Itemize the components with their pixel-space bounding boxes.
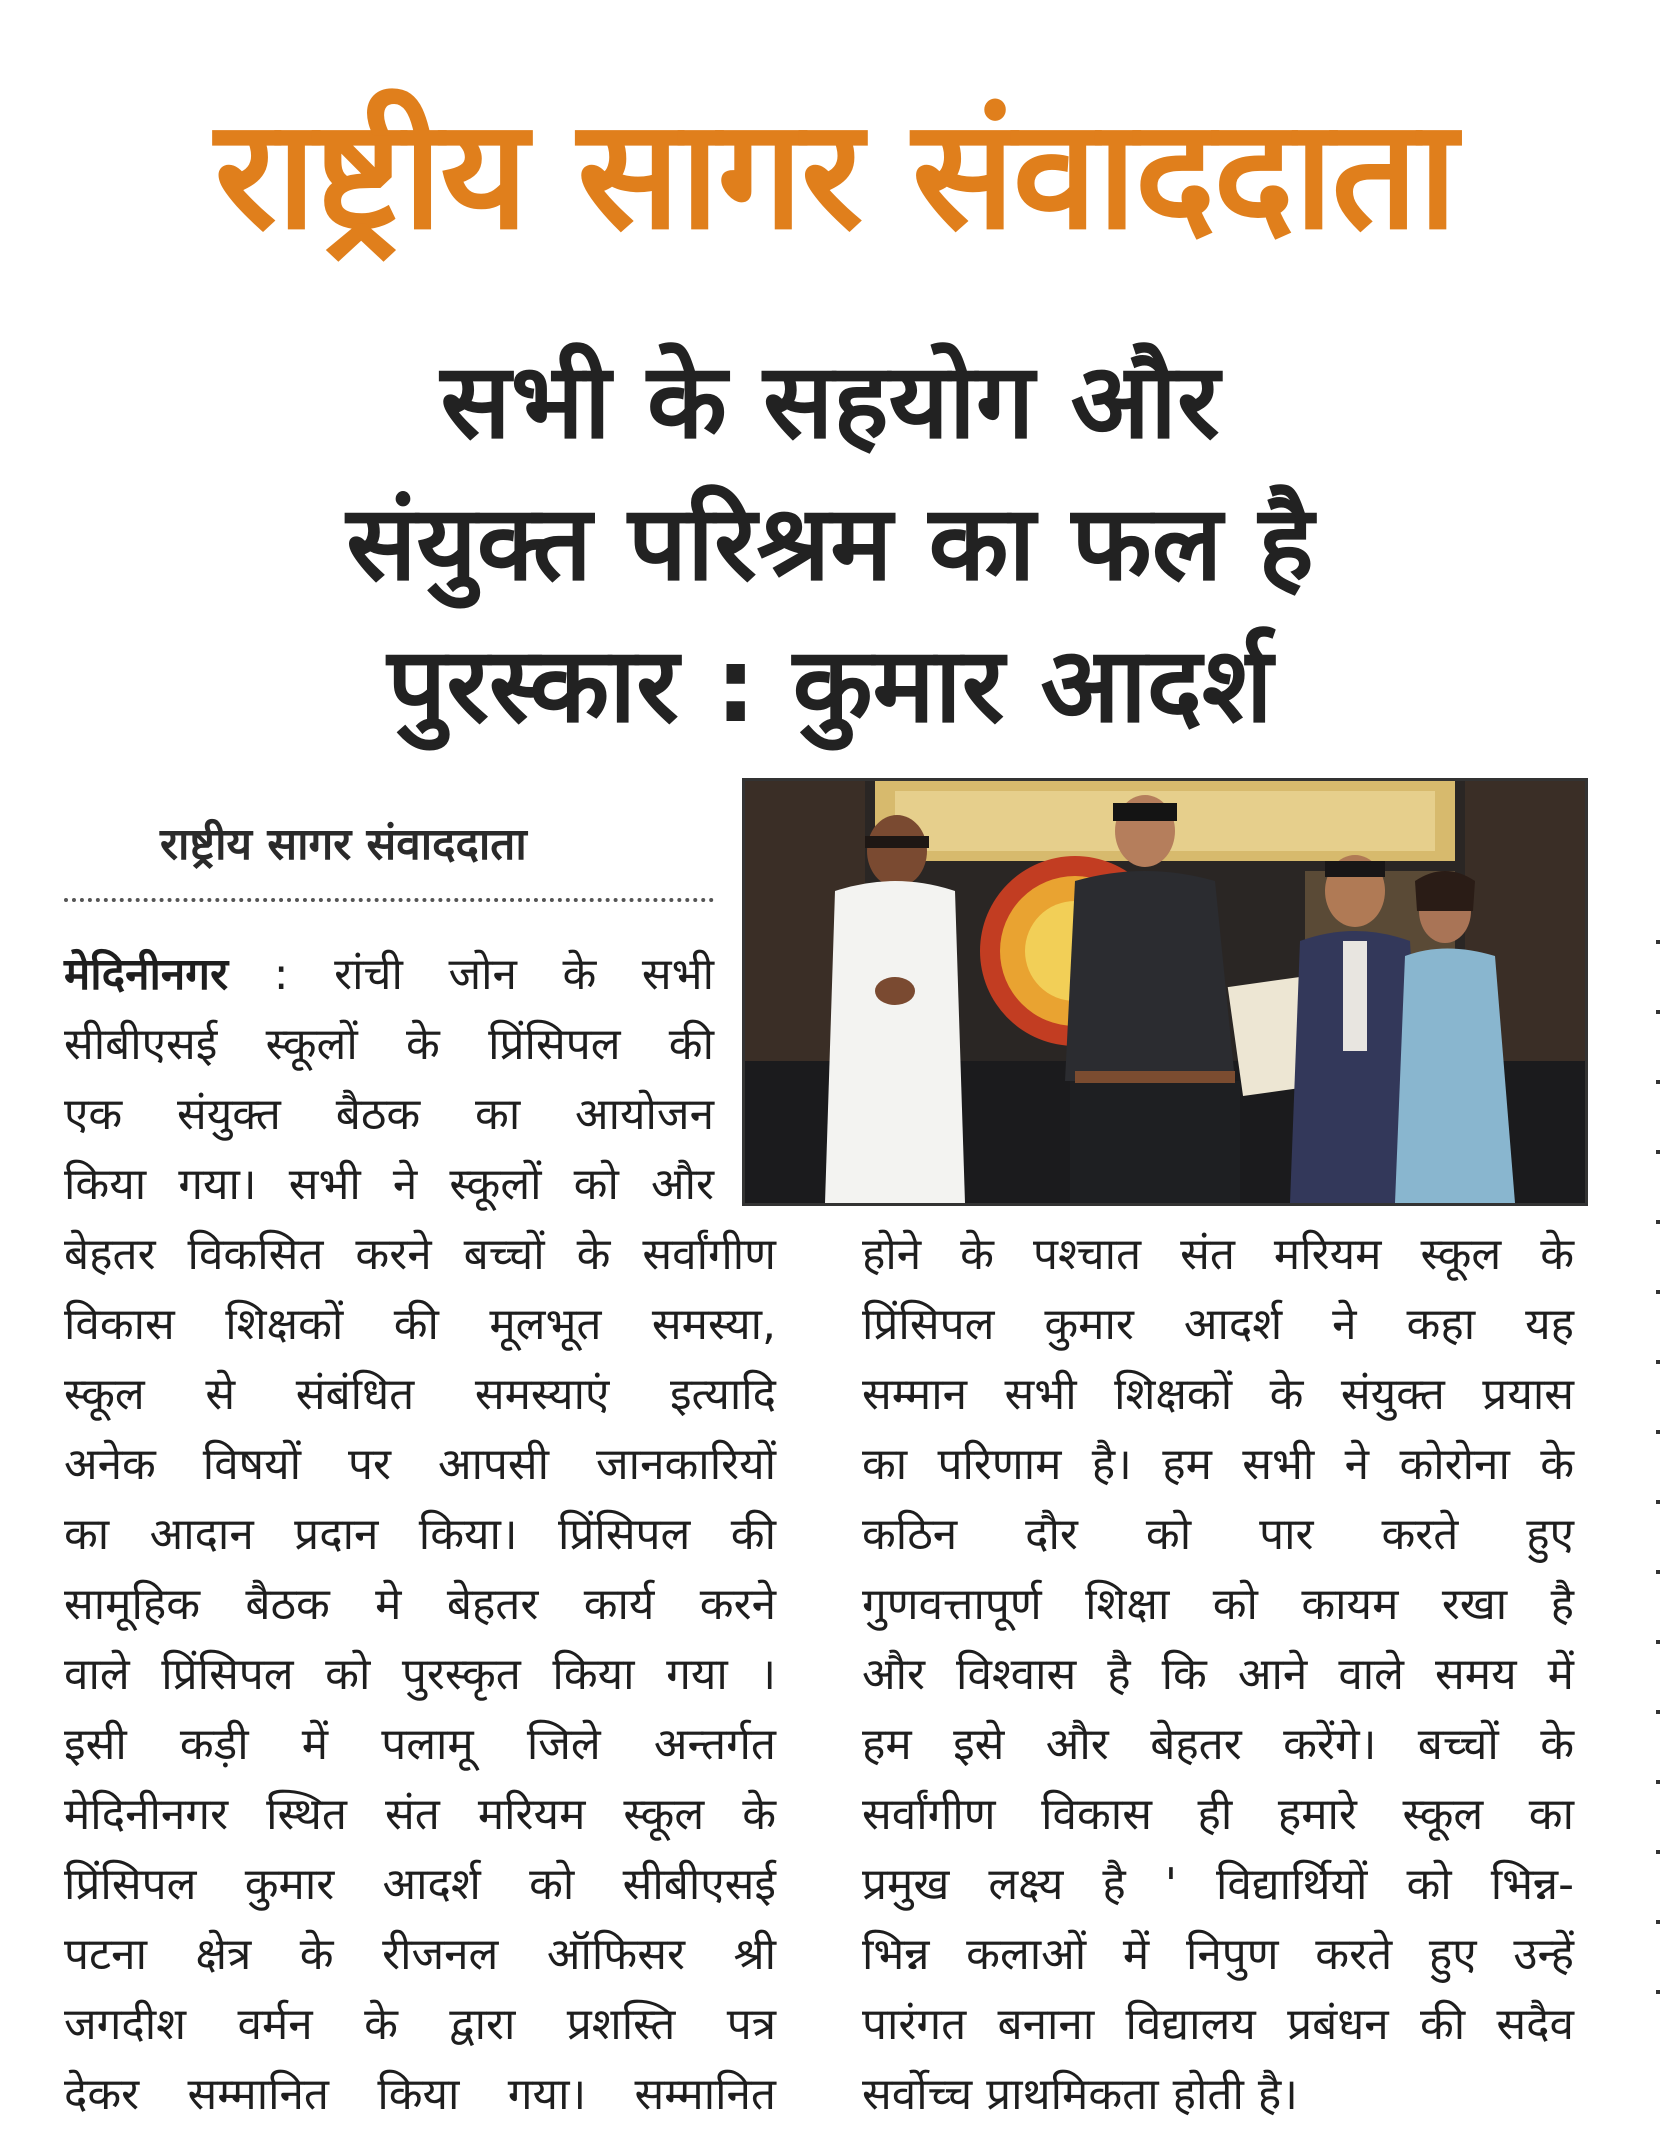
page-edge-marks	[1648, 900, 1660, 2100]
headline	[80, 330, 1580, 756]
article-line: होने के पश्चात संत मरियम स्कूल के	[862, 1229, 1574, 1280]
article-text: : रांची जोन के सभी	[273, 949, 714, 1000]
article-line: वाले प्रिंसिपल को पुरस्कृत किया गया ।	[64, 1649, 776, 1700]
article-line: विकास शिक्षकों की मूलभूत समस्या,	[64, 1299, 776, 1350]
article-line: इसी कड़ी में पलामू जिले अन्तर्गत	[64, 1719, 776, 1770]
article-line: प्रिंसिपल कुमार आदर्श ने कहा यह	[862, 1299, 1574, 1350]
article-line: सर्वोच्च प्राथमिकता होती है।	[862, 2069, 1298, 2120]
article-column-1	[64, 1220, 776, 2130]
article-line: भिन्न कलाओं में निपुण करते हुए उन्हें	[862, 1929, 1574, 1980]
award-photo	[742, 778, 1588, 1206]
article-line: और विश्वास है कि आने वाले समय में	[862, 1649, 1574, 1700]
headline-line: पुरस्कार : कुमार आदर्श	[387, 624, 1273, 746]
article-line: जगदीश वर्मन के द्वारा प्रशस्ति पत्र	[64, 1999, 776, 2050]
article-line: कठिन दौर को पार करते हुए	[862, 1509, 1574, 1560]
article-line: का आदान प्रदान किया। प्रिंसिपल की	[64, 1509, 776, 1560]
award-ceremony-image	[745, 781, 1585, 1203]
article-line: गुणवत्तापूर्ण शिक्षा को कायम रखा है	[862, 1579, 1574, 1630]
article-line: देकर सम्मानित किया गया। सम्मानित	[64, 2069, 776, 2120]
byline: राष्ट्रीय सागर संवाददाता	[160, 819, 527, 870]
masthead-title: राष्ट्रीय सागर संवाददाता	[214, 86, 1456, 263]
article-line: अनेक विषयों पर आपसी जानकारियों	[64, 1439, 776, 1490]
article-line: सर्वांगीण विकास ही हमारे स्कूल का	[862, 1789, 1574, 1840]
headline-line: संयुक्त परिश्रम का फल है	[346, 482, 1314, 604]
article-line	[64, 940, 714, 1010]
article-line: हम इसे और बेहतर करेंगे। बच्चों के	[862, 1719, 1574, 1770]
article-line: एक संयुक्त बैठक का आयोजन	[64, 1089, 714, 1140]
article-line: सम्मान सभी शिक्षकों के संयुक्त प्रयास	[862, 1369, 1574, 1420]
article-line: प्रमुख लक्ष्य है ' विद्यार्थियों को भिन्न-	[862, 1859, 1574, 1910]
article-line: पारंगत बनाना विद्यालय प्रबंधन की सदैव	[862, 1999, 1574, 2050]
article-line: प्रिंसिपल कुमार आदर्श को सीबीएसई	[64, 1859, 776, 1910]
article-line: मेदिनीनगर स्थित संत मरियम स्कूल के	[64, 1789, 776, 1840]
dotted-divider	[64, 898, 714, 902]
headline-line: सभी के सहयोग और	[440, 340, 1220, 462]
article-line: किया गया। सभी ने स्कूलों को और	[64, 1159, 714, 1210]
article-line: स्कूल से संबंधित समस्याएं इत्यादि	[64, 1369, 776, 1420]
article-line: का परिणाम है। हम सभी ने कोरोना के	[862, 1439, 1574, 1490]
article-line: पटना क्षेत्र के रीजनल ऑफिसर श्री	[64, 1929, 776, 1980]
article-line: सामूहिक बैठक मे बेहतर कार्य करने	[64, 1579, 776, 1630]
dateline-place: मेदिनीनगर	[64, 949, 229, 1000]
article-column-2	[862, 1220, 1574, 2130]
article-line: बेहतर विकसित करने बच्चों के सर्वांगीण	[64, 1229, 776, 1280]
article-line: सीबीएसई स्कूलों के प्रिंसिपल की	[64, 1019, 714, 1070]
article-column-1-top	[64, 940, 714, 1220]
